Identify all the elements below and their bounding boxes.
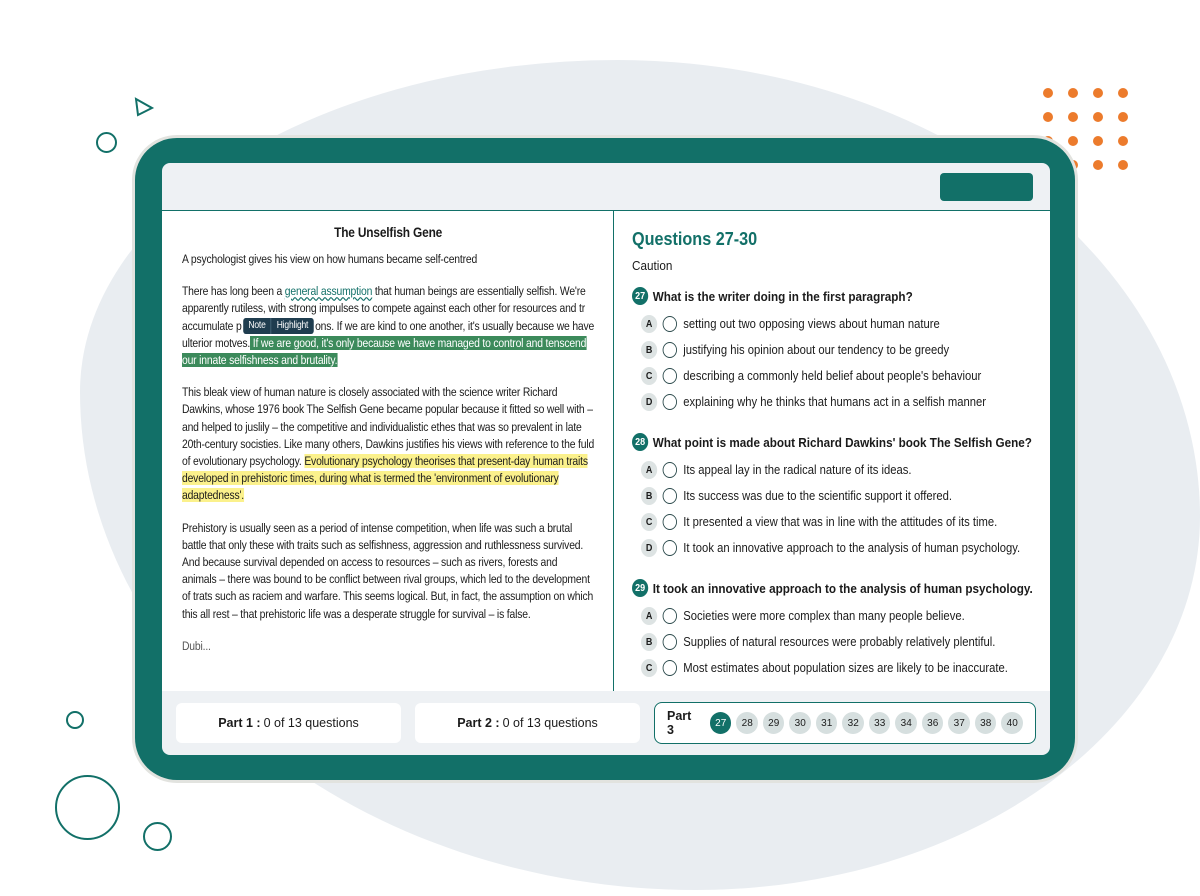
orange-dot bbox=[1118, 160, 1128, 170]
option-text: It presented a view that was in line with the attitudes of its time. bbox=[683, 515, 998, 529]
part-1-tab[interactable] bbox=[176, 703, 401, 743]
passage-subtitle: A psychologist gives his view on how humans became self-centred bbox=[182, 252, 478, 266]
answer-option[interactable] bbox=[632, 363, 1032, 389]
question-nav-28[interactable]: 28 bbox=[736, 712, 758, 734]
paragraph-3: Prehistory is usually seen as a period of intense competition, when life was such a brutal battle that only these with traits such as selfishness, aggression and ruthlessness survived. And because survival depended on access to resources – such as rivers, forests and animals – there was bound to be conflict between rival groups, which led to the development of trats such as raciem and warfare. This seems logical. But, in fact, the assumption on which this all rest – that prehistoric life was a desperate struggle for survival – is false. bbox=[182, 520, 594, 621]
option-letter: B bbox=[641, 341, 657, 359]
question-nav-29[interactable]: 29 bbox=[763, 712, 785, 734]
orange-dot bbox=[1093, 88, 1103, 98]
part-label: Part 3 bbox=[667, 709, 692, 737]
circle-decoration bbox=[55, 775, 120, 840]
option-letter: B bbox=[641, 487, 657, 505]
question-nav-27[interactable]: 27 bbox=[710, 712, 732, 734]
part-status: 0 of 13 questions bbox=[502, 716, 598, 730]
question-nav-31[interactable]: 31 bbox=[816, 712, 838, 734]
passage-panel[interactable] bbox=[162, 211, 614, 691]
question-nav-33[interactable]: 33 bbox=[869, 712, 891, 734]
orange-dot bbox=[1068, 136, 1078, 146]
part-2-tab[interactable] bbox=[415, 703, 640, 743]
radio-button[interactable] bbox=[663, 514, 677, 530]
option-letter: A bbox=[641, 607, 657, 625]
radio-button[interactable] bbox=[663, 316, 677, 332]
answer-option[interactable] bbox=[632, 389, 1032, 415]
question-27 bbox=[632, 287, 1032, 415]
option-letter: C bbox=[641, 659, 657, 677]
triangle-decoration-icon bbox=[133, 97, 155, 117]
radio-button[interactable] bbox=[663, 342, 677, 358]
answer-option[interactable] bbox=[632, 629, 1032, 655]
question-prompt: What point is made about Richard Dawkins' book The Selfish Gene? bbox=[652, 434, 1032, 450]
radio-button[interactable] bbox=[663, 608, 677, 624]
questions-heading: Questions 27-30 bbox=[632, 229, 758, 249]
option-letter: A bbox=[641, 315, 657, 333]
radio-button[interactable] bbox=[663, 488, 677, 504]
paragraph-4: Dubi... bbox=[182, 638, 211, 653]
option-text: It took an innovative approach to the analysis of human psychology. bbox=[683, 541, 1021, 555]
orange-dot bbox=[1093, 112, 1103, 122]
green-highlight[interactable]: If we are good, it's only because we have managed to control and tenscend our innate selfishness and brutality. bbox=[182, 335, 587, 368]
option-letter: D bbox=[641, 539, 657, 557]
text: This bleak view of human nature is closely associated with the science writer Richard Dawkins, whose 1976 book The Selfish Gene became popular because it fitted so well with – and helped to juslily – the competitive and individualistic ethes that was so prevalent in late 20th-century socisties. Like many others, Dawkins justifies his views with reference to the fuld of evolutionary psychology. bbox=[182, 385, 595, 469]
option-letter: A bbox=[641, 461, 657, 479]
questions-instruction: Caution bbox=[632, 258, 673, 273]
answer-option[interactable] bbox=[632, 655, 1032, 681]
orange-dot bbox=[1068, 112, 1078, 122]
question-nav-30[interactable]: 30 bbox=[789, 712, 811, 734]
question-text bbox=[632, 287, 1032, 305]
paragraph-2 bbox=[182, 384, 594, 504]
circle-decoration bbox=[96, 132, 117, 153]
tablet-screen bbox=[162, 163, 1050, 755]
option-text: setting out two opposing views about human nature bbox=[683, 317, 940, 331]
selection-tooltip bbox=[243, 318, 313, 334]
option-text: Supplies of natural resources were probably relatively plentiful. bbox=[683, 635, 996, 649]
orange-dot bbox=[1068, 88, 1078, 98]
answer-option[interactable] bbox=[632, 457, 1032, 483]
radio-button[interactable] bbox=[663, 660, 677, 676]
radio-button[interactable] bbox=[663, 634, 677, 650]
question-nav-36[interactable]: 36 bbox=[922, 712, 944, 734]
passage-title: The Unselfish Gene bbox=[334, 224, 443, 240]
answer-option[interactable] bbox=[632, 603, 1032, 629]
orange-dot bbox=[1118, 112, 1128, 122]
header-action-button[interactable] bbox=[940, 173, 1033, 201]
orange-dot bbox=[1118, 136, 1128, 146]
question-text bbox=[632, 579, 1032, 597]
option-text: describing a commonly held belief about people's behaviour bbox=[683, 369, 982, 383]
answer-option[interactable] bbox=[632, 311, 1032, 337]
option-text: Societies were more complex than many people believe. bbox=[683, 609, 965, 623]
question-nav-38[interactable]: 38 bbox=[975, 712, 997, 734]
orange-dot bbox=[1043, 112, 1053, 122]
note-link[interactable]: general assumption bbox=[284, 284, 373, 299]
answer-option[interactable] bbox=[632, 337, 1032, 363]
option-letter: C bbox=[641, 513, 657, 531]
question-29 bbox=[632, 579, 1032, 681]
option-letter: D bbox=[641, 393, 657, 411]
text: There has long been a bbox=[182, 284, 285, 299]
highlight-button[interactable]: Highlight bbox=[271, 318, 314, 334]
footer-navigation bbox=[162, 691, 1050, 755]
orange-dot bbox=[1043, 88, 1053, 98]
option-text: Its appeal lay in the radical nature of its ideas. bbox=[683, 463, 912, 477]
option-text: Most estimates about population sizes are likely to be inaccurate. bbox=[683, 661, 1008, 675]
part-label: Part 1 : bbox=[218, 716, 261, 730]
question-prompt: What is the writer doing in the first paragraph? bbox=[652, 288, 913, 304]
part-3-tab[interactable] bbox=[654, 702, 1036, 744]
option-letter: B bbox=[641, 633, 657, 651]
question-number-badge: 28 bbox=[632, 433, 648, 451]
question-nav-34[interactable]: 34 bbox=[895, 712, 917, 734]
question-text bbox=[632, 433, 1032, 451]
answer-option[interactable] bbox=[632, 535, 1032, 561]
questions-panel[interactable] bbox=[614, 211, 1050, 691]
answer-option[interactable] bbox=[632, 483, 1032, 509]
orange-dot bbox=[1093, 160, 1103, 170]
question-number-badge: 29 bbox=[632, 579, 648, 597]
question-prompt: It took an innovative approach to the analysis of human psychology. bbox=[652, 580, 1033, 596]
text: that human beings are essentially selfish. We're apparently rutiless, with strong impulses to compete against each other for resources and tr accumulate p bbox=[182, 284, 586, 333]
paragraph-1 bbox=[182, 283, 594, 369]
yellow-highlight[interactable]: Evolutionary psychology theorises that present-day human traits developed in prehistoric times, during what is termed the 'environment of evolutionary adaptedness'. bbox=[182, 454, 588, 503]
circle-decoration bbox=[66, 711, 84, 729]
part-status: 0 of 13 questions bbox=[263, 716, 359, 730]
circle-decoration bbox=[143, 822, 172, 851]
orange-dot bbox=[1093, 136, 1103, 146]
question-nav-40[interactable]: 40 bbox=[1001, 712, 1023, 734]
note-button[interactable]: Note bbox=[248, 320, 266, 332]
text: ons. If we are kind to one another, it's usually because we have ulterior motves. bbox=[182, 318, 595, 350]
question-number-badge: 27 bbox=[632, 287, 648, 305]
part-label: Part 2 : bbox=[457, 716, 500, 730]
radio-button[interactable] bbox=[663, 394, 677, 410]
option-letter: C bbox=[641, 367, 657, 385]
radio-button[interactable] bbox=[663, 540, 677, 556]
option-text: Its success was due to the scientific support it offered. bbox=[683, 489, 952, 503]
radio-button[interactable] bbox=[663, 368, 677, 384]
option-text: justifying his opinion about our tendency to be greedy bbox=[683, 343, 950, 357]
question-nav-37[interactable]: 37 bbox=[948, 712, 970, 734]
question-nav-32[interactable]: 32 bbox=[842, 712, 864, 734]
option-text: explaining why he thinks that humans act in a selfish manner bbox=[683, 395, 986, 409]
orange-dot bbox=[1118, 88, 1128, 98]
radio-button[interactable] bbox=[663, 462, 677, 478]
answer-option[interactable] bbox=[632, 509, 1032, 535]
header-bar bbox=[162, 163, 1050, 211]
question-28 bbox=[632, 433, 1032, 561]
